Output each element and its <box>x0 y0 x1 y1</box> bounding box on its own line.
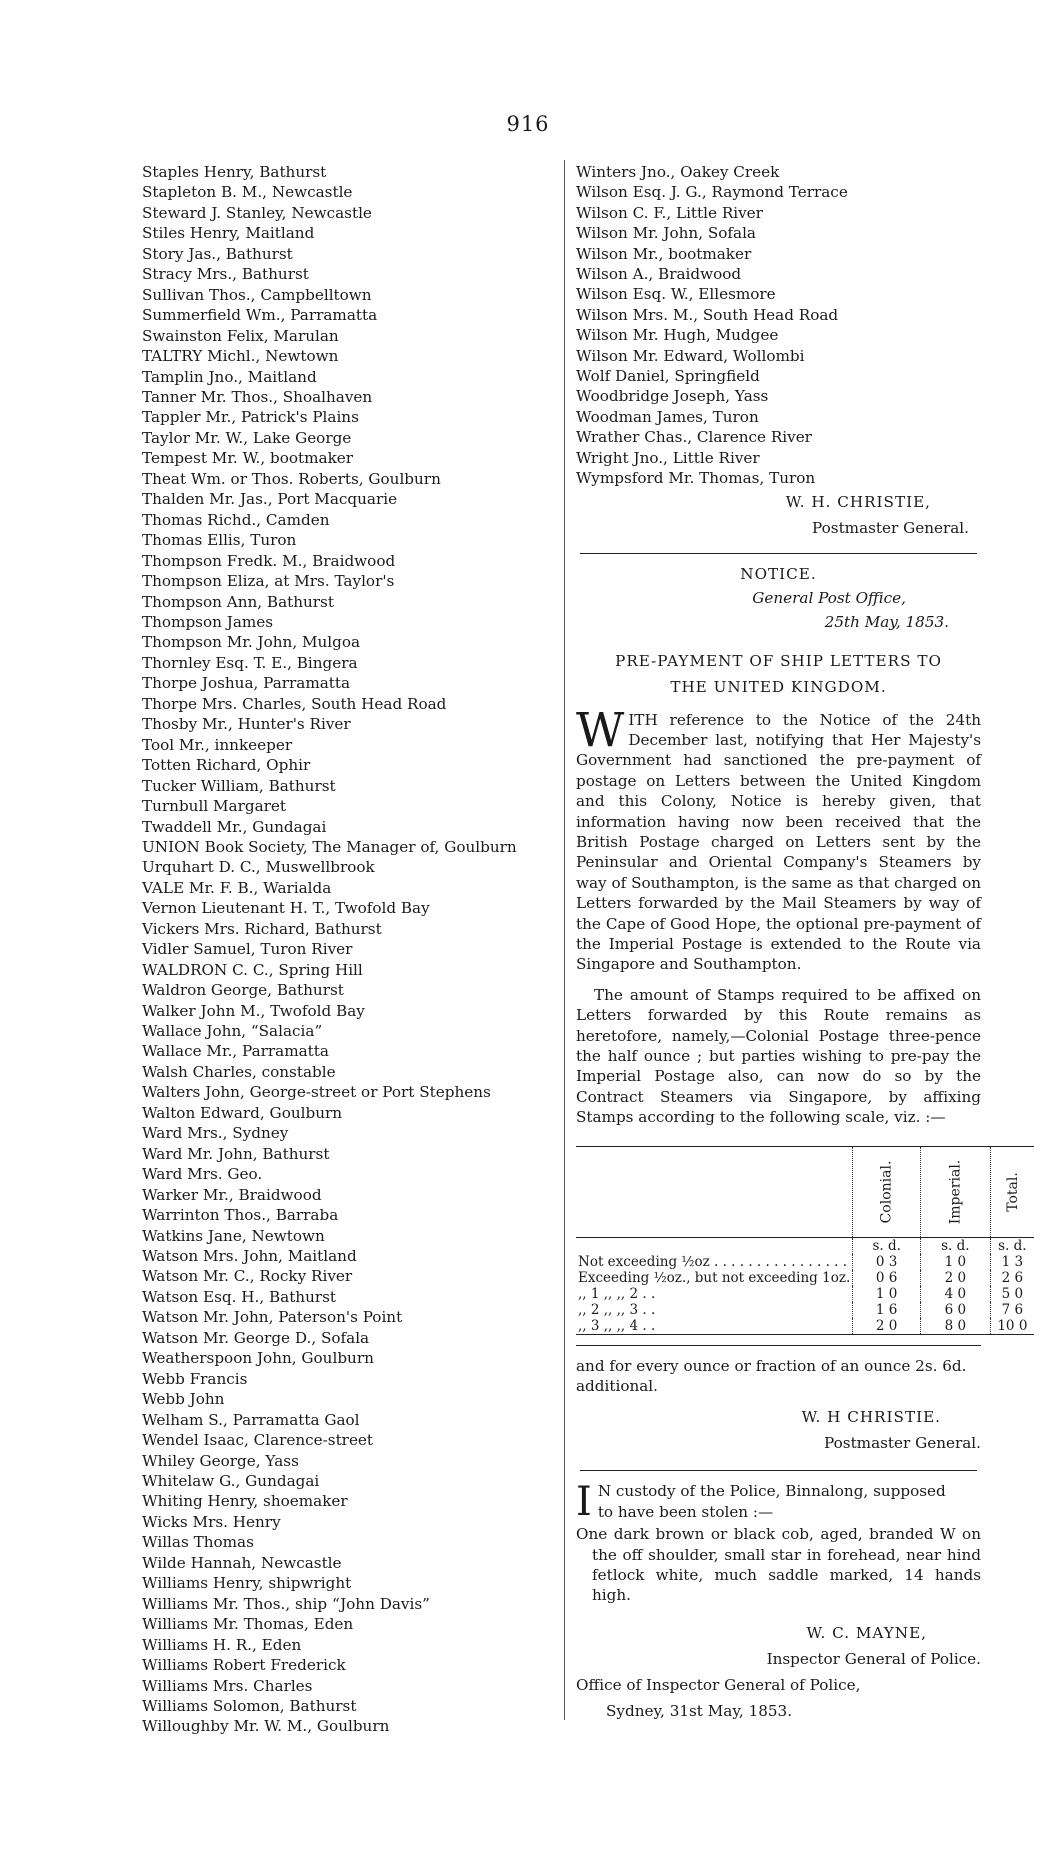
letter-list-entry: Wendel Isaac, Clarence-street <box>142 1431 374 1450</box>
notice-date: 25th May, 1853. <box>824 612 949 631</box>
letter-list-entry: Warrinton Thos., Barraba <box>142 1206 339 1225</box>
letter-list-entry: Turnbull Margaret <box>142 797 286 816</box>
letter-list-entry: Williams Mr. Thomas, Eden <box>142 1615 354 1634</box>
cell-colonial: 0 6 <box>853 1270 921 1286</box>
signature-title: Postmaster General. <box>812 518 969 537</box>
section-rule <box>580 553 977 554</box>
signature-name: W. H. CHRISTIE, <box>785 492 931 511</box>
letter-list-entry: Whitelaw G., Gundagai <box>142 1472 320 1490</box>
letter-list-entry: Woodbridge Joseph, Yass <box>576 387 769 406</box>
letter-list-entry: Watson Mr. John, Paterson's Point <box>142 1308 403 1327</box>
letter-list-entry: Theat Wm. or Thos. Roberts, Goulburn <box>142 469 441 488</box>
letter-list-entry: Wilson Esq. W., Ellesmore <box>576 285 776 304</box>
cell-total: 1 3 <box>990 1254 1034 1270</box>
header-imperial: Imperial. <box>921 1146 991 1237</box>
letter-list-entry: Welham S., Parramatta Gaol <box>142 1410 360 1429</box>
letter-list-entry: Watson Mrs. John, Maitland <box>142 1247 357 1266</box>
signer-name: W. C. MAYNE, <box>806 1623 927 1642</box>
letter-list-entry: Wympsford Mr. Thomas, Turon <box>576 469 816 488</box>
notice-paragraph-1 <box>576 702 981 975</box>
cell-colonial: 1 6 <box>853 1302 921 1318</box>
letter-list-entry: Webb Francis <box>142 1369 248 1388</box>
letter-list-entry: Whiting Henry, shoemaker <box>142 1492 348 1511</box>
signature-name: W. H CHRISTIE. <box>801 1408 941 1427</box>
letter-list-entry: Willas Thomas <box>142 1533 254 1552</box>
letter-list-entry: Stiles Henry, Maitland <box>142 224 315 243</box>
letter-list-entry: Watson Mr. George D., Sofala <box>142 1328 370 1347</box>
letter-list-entry: Williams H. R., Eden <box>142 1635 302 1654</box>
table-row <box>576 1286 1034 1302</box>
letter-list-entry: Wilson Esq. J. G., Raymond Terrace <box>576 183 848 202</box>
header-colonial: Colonial. <box>853 1146 921 1237</box>
row-description: Exceeding ½oz., but not exceeding 1oz. <box>578 1269 851 1286</box>
signature-christie-2 <box>576 1404 981 1456</box>
unit-imperial: s. d. <box>921 1237 991 1254</box>
letter-list-entry: Wilson A., Braidwood <box>576 265 742 284</box>
letter-list-entry: Walker John M., Twofold Bay <box>142 1001 365 1020</box>
unit-colonial: s. d. <box>853 1237 921 1254</box>
letter-list-entry: Vernon Lieutenant H. T., Twofold Bay <box>142 899 430 918</box>
letter-list-entry: Tamplin Jno., Maitland <box>142 367 317 386</box>
cell-colonial: 2 0 <box>853 1318 921 1335</box>
letter-list-entry: Ward Mr. John, Bathurst <box>142 1144 330 1163</box>
notice-title <box>576 648 981 700</box>
letter-list-entry: Vidler Samuel, Turon River <box>142 940 353 959</box>
letter-list-entry: Walsh Charles, constable <box>142 1062 336 1081</box>
cell-imperial: 4 0 <box>921 1286 991 1302</box>
table-row <box>576 1318 1034 1335</box>
table-row <box>576 1270 1034 1286</box>
letter-list-entry: Stapleton B. M., Newcastle <box>142 183 353 202</box>
cell-total: 10 0 <box>990 1318 1034 1335</box>
letter-list-entry: Wilson Mrs. M., South Head Road <box>576 305 839 324</box>
letter-list-entry: Waldron George, Bathurst <box>142 981 344 1000</box>
letter-list-entry: Thompson James <box>142 612 274 631</box>
letter-list-entry: Thosby Mr., Hunter's River <box>142 715 351 734</box>
letter-list-entry: Thompson Eliza, at Mrs. Taylor's <box>142 572 395 591</box>
letter-list-entry: Wilson Mr. John, Sofala <box>576 224 756 243</box>
letter-list-entry: Story Jas., Bathurst <box>142 244 293 263</box>
letter-list-entry: Urquhart D. C., Muswellbrook <box>142 858 375 877</box>
letter-list-entry: Willoughby Mr. W. M., Goulburn <box>142 1717 390 1736</box>
letter-list-entry: Sullivan Thos., Campbelltown <box>142 285 372 304</box>
notice-title-line-2: THE UNITED KINGDOM. <box>670 677 887 696</box>
column-divider <box>564 160 565 1720</box>
notice-office: General Post Office, <box>752 588 906 607</box>
police-line-2: to have been stolen :— <box>597 1502 774 1521</box>
cell-imperial: 2 0 <box>921 1270 991 1286</box>
letter-list-entry: Tempest Mr. W., bootmaker <box>142 449 354 468</box>
letter-list-entry: Watson Esq. H., Bathurst <box>142 1287 337 1306</box>
cell-total: 2 6 <box>990 1270 1034 1286</box>
letter-list-entry: Tanner Mr. Thos., Shoalhaven <box>142 387 373 406</box>
row-description: ,, 3 ,, ,, 4 . . <box>578 1317 656 1334</box>
letter-list-entry: Winters Jno., Oakey Creek <box>576 163 780 181</box>
letter-list-entry: Totten Richard, Ophir <box>142 756 311 775</box>
signature-mayne <box>576 1620 981 1672</box>
letter-list-entry: Staples Henry, Bathurst <box>142 163 327 181</box>
letter-list-entry: Williams Henry, shipwright <box>142 1574 352 1593</box>
letter-list-entry: Ward Mrs., Sydney <box>142 1124 289 1143</box>
letter-list-entry: Wilson Mr. Hugh, Mudgee <box>576 326 779 345</box>
letter-list-entry: TALTRY Michl., Newtown <box>142 347 339 366</box>
row-description: Not exceeding ½oz . . . . . . . . . . . . . . . . <box>578 1253 848 1270</box>
notice-paragraph-3: and for every ounce or fraction of an ounce 2s. 6d. additional. <box>576 1356 967 1396</box>
letter-list-entry: Weatherspoon John, Goulburn <box>142 1349 374 1368</box>
signer-title: Inspector General of Police. <box>766 1649 981 1668</box>
letter-list-entry: Williams Robert Frederick <box>142 1656 346 1675</box>
postage-scale-table <box>576 1146 1034 1335</box>
letter-list-entry: Wilson Mr. Edward, Wollombi <box>576 346 805 365</box>
letter-list-entry: VALE Mr. F. B., Warialda <box>142 878 332 897</box>
cell-total: 5 0 <box>990 1286 1034 1302</box>
table-bottom-rule <box>576 1345 981 1346</box>
letter-list-entry: Thomas Ellis, Turon <box>142 531 297 550</box>
letter-list-entry: Tool Mr., innkeeper <box>142 735 293 754</box>
page-number: 916 <box>506 112 550 136</box>
police-place-date: Sydney, 31st May, 1853. <box>606 1701 793 1720</box>
letter-list-entry: Thompson Ann, Bathurst <box>142 592 334 611</box>
letter-list-entry: Williams Solomon, Bathurst <box>142 1696 357 1715</box>
notice-heading: NOTICE. <box>740 564 817 583</box>
table-corner <box>576 1146 853 1237</box>
letter-list-entry: Taylor Mr. W., Lake George <box>142 428 352 447</box>
letter-list-entry: WALDRON C. C., Spring Hill <box>142 960 363 979</box>
letter-list-entry: Williams Mrs. Charles <box>142 1676 313 1695</box>
letter-list-entry: Wilson Mr., bootmaker <box>576 244 752 263</box>
police-drop-cap: I <box>576 1479 592 1526</box>
letter-list-entry: Warker Mr., Braidwood <box>142 1185 322 1204</box>
letter-list-entry: Twaddell Mr., Gundagai <box>142 817 327 836</box>
letter-list-entry: Summerfield Wm., Parramatta <box>142 306 378 325</box>
right-column-list <box>576 162 981 489</box>
units-spacer <box>576 1237 853 1254</box>
row-description: ,, 2 ,, ,, 3 . . <box>578 1301 656 1318</box>
left-column <box>142 162 560 1737</box>
letter-list-entry: Thomas Richd., Camden <box>142 510 330 529</box>
letter-list-entry: Thornley Esq. T. E., Bingera <box>142 653 358 672</box>
letter-list-entry: Woodman James, Turon <box>576 407 759 426</box>
table-body <box>576 1254 1034 1335</box>
letter-list-entry: Thalden Mr. Jas., Port Macquarie <box>142 490 398 509</box>
cell-imperial: 8 0 <box>921 1318 991 1335</box>
letter-list-entry: Wallace Mr., Parramatta <box>142 1042 329 1061</box>
letter-list-entry: UNION Book Society, The Manager of, Goulburn <box>142 837 517 856</box>
letter-list-entry: Thompson Fredk. M., Braidwood <box>142 551 396 570</box>
cell-total: 7 6 <box>990 1302 1034 1318</box>
police-notice <box>576 1479 981 1526</box>
letter-list-entry: Vickers Mrs. Richard, Bathurst <box>142 919 382 938</box>
letter-list-entry: Wilde Hannah, Newcastle <box>142 1553 342 1572</box>
signature-christie-1 <box>576 489 981 541</box>
letter-list-entry: Wicks Mrs. Henry <box>142 1512 281 1531</box>
letter-list-entry: Wright Jno., Little River <box>576 448 760 467</box>
right-column <box>576 162 1028 1724</box>
header-total: Total. <box>990 1146 1034 1237</box>
letter-list-entry: Webb John <box>142 1390 225 1409</box>
table-row <box>576 1302 1034 1318</box>
letter-list-entry: Wrather Chas., Clarence River <box>576 428 812 447</box>
cell-imperial: 1 0 <box>921 1254 991 1270</box>
drop-cap: W <box>576 702 625 758</box>
letter-list-entry: Stracy Mrs., Bathurst <box>142 265 309 284</box>
police-office: Office of Inspector General of Police, <box>576 1675 861 1694</box>
notice-paragraph-1-text: ITH reference to the Notice of the 24th December last, notifying that Her Majesty's Government had sanctioned the pre-payment of postage on Letters between the United Kingdom and this Colony, Notice is hereby given, that information having now been received that the British Postage charged on Letters sent by the Peninsular and Oriental Company's Steamers by way of Southampton, is the same as that charged on Letters forwarded by the Mail Steamers by way of the Cape of Good Hope, the optional pre-payment of the Imperial Postage is extended to the Route via Singapore and Southampton. <box>576 710 981 974</box>
letter-list-entry: Steward J. Stanley, Newcastle <box>142 203 372 222</box>
letter-list-entry: Wallace John, “Salacia” <box>142 1022 323 1041</box>
cell-colonial: 1 0 <box>853 1286 921 1302</box>
unit-total: s. d. <box>990 1237 1034 1254</box>
letter-list-entry: Tucker William, Bathurst <box>142 776 336 795</box>
letter-list-entry: Swainston Felix, Marulan <box>142 326 339 345</box>
letter-list-entry: Wilson C. F., Little River <box>576 203 763 222</box>
letter-list-entry: Wolf Daniel, Springfield <box>576 367 760 386</box>
cell-colonial: 0 3 <box>853 1254 921 1270</box>
letter-list-entry: Williams Mr. Thos., ship “John Davis” <box>142 1594 430 1613</box>
table-row <box>576 1254 1034 1270</box>
letter-list-entry: Ward Mrs. Geo. <box>142 1165 263 1184</box>
notice-title-line-1: PRE-PAYMENT OF SHIP LETTERS TO <box>615 651 942 670</box>
police-line-1: N custody of the Police, Binnalong, supposed <box>597 1482 946 1501</box>
letter-list-entry: Whiley George, Yass <box>142 1451 299 1470</box>
letter-list-entry: Walton Edward, Goulburn <box>142 1103 343 1122</box>
section-rule <box>580 1470 977 1471</box>
cell-imperial: 6 0 <box>921 1302 991 1318</box>
letter-list-entry: Thorpe Joshua, Parramatta <box>142 674 351 693</box>
letter-list-entry: Watkins Jane, Newtown <box>142 1226 325 1245</box>
letter-list-entry: Watson Mr. C., Rocky River <box>142 1267 353 1286</box>
letter-list-entry: Walters John, George-street or Port Stephens <box>142 1083 491 1102</box>
letter-list-entry: Tappler Mr., Patrick's Plains <box>142 408 359 427</box>
notice-paragraph-2: The amount of Stamps required to be affixed on Letters forwarded by this Route remains as heretofore, namely,—Colonial Postage three-pence the half ounce ; but parties wishing to pre-pay the Imperial Postage also, can now do so by the Contract Steamers via Singapore, by affixing Stamps according to the following scale, viz. :— <box>576 985 981 1127</box>
letter-list-entry: Thompson Mr. John, Mulgoa <box>142 633 361 652</box>
row-description: ,, 1 ,, ,, 2 . . <box>578 1285 656 1302</box>
letter-list-entry: Thorpe Mrs. Charles, South Head Road <box>142 694 447 713</box>
horse-description: One dark brown or black cob, aged, branded W on the off shoulder, small star in forehead, near hind fetlock white, much saddle marked, 14 hands high. <box>576 1525 981 1605</box>
signature-title: Postmaster General. <box>824 1434 981 1453</box>
